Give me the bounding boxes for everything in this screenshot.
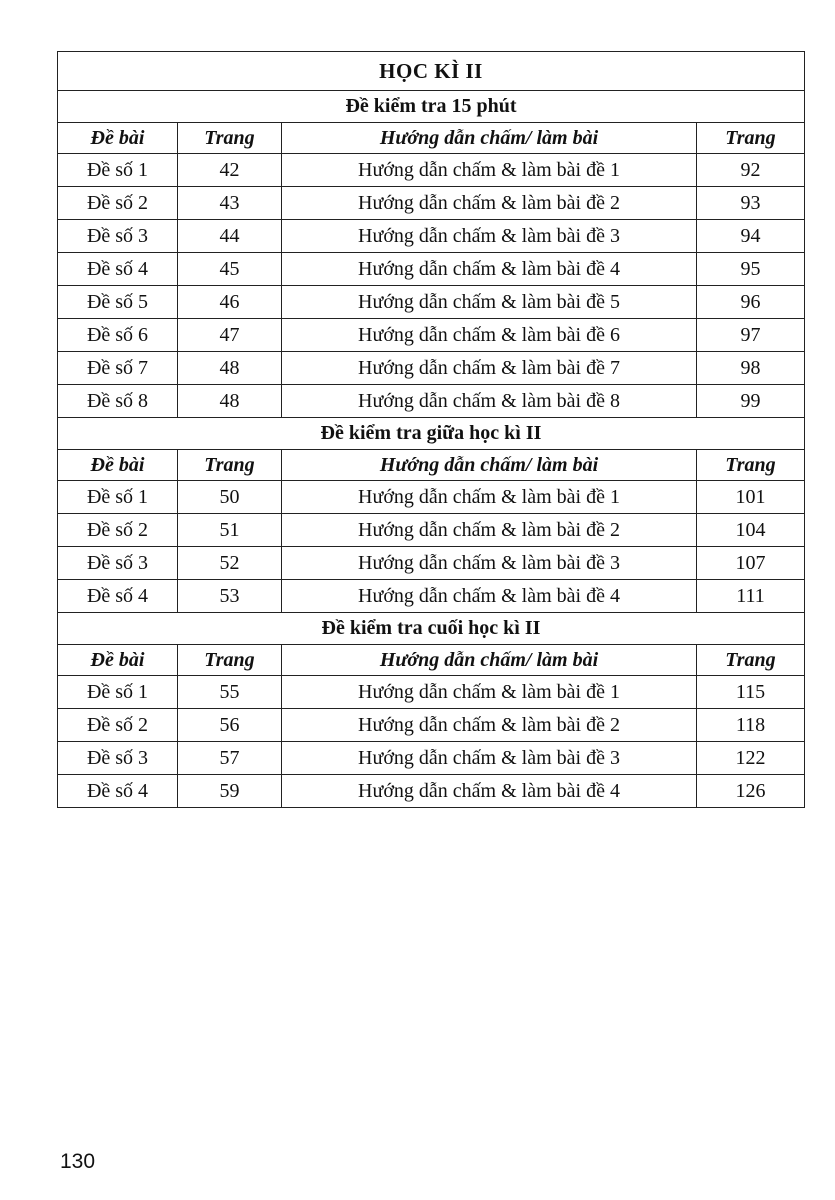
column-header-guide-name: Hướng dẫn chấm/ làm bài — [282, 123, 697, 154]
cell-exam-name: Đề số 5 — [58, 286, 178, 319]
table-row — [58, 154, 805, 187]
cell-guide-page: 107 — [697, 547, 805, 580]
page-number: 130 — [60, 1150, 96, 1173]
cell-guide-name: Hướng dẫn chấm & làm bài đề 3 — [282, 547, 697, 580]
cell-exam-page: 44 — [178, 220, 282, 253]
cell-exam-name: Đề số 3 — [58, 742, 178, 775]
cell-exam-page: 45 — [178, 253, 282, 286]
cell-exam-name: Đề số 4 — [58, 775, 178, 808]
table-row — [58, 709, 805, 742]
cell-exam-name: Đề số 4 — [58, 253, 178, 286]
section-heading: Đề kiểm tra 15 phút — [58, 91, 805, 123]
cell-exam-page: 55 — [178, 676, 282, 709]
cell-guide-page: 122 — [697, 742, 805, 775]
cell-guide-name: Hướng dẫn chấm & làm bài đề 3 — [282, 742, 697, 775]
cell-guide-name: Hướng dẫn chấm & làm bài đề 4 — [282, 253, 697, 286]
table-row — [58, 187, 805, 220]
table-of-contents — [57, 51, 805, 808]
cell-guide-name: Hướng dẫn chấm & làm bài đề 3 — [282, 220, 697, 253]
cell-guide-page: 97 — [697, 319, 805, 352]
cell-guide-name: Hướng dẫn chấm & làm bài đề 7 — [282, 352, 697, 385]
cell-guide-page: 95 — [697, 253, 805, 286]
cell-guide-name: Hướng dẫn chấm & làm bài đề 2 — [282, 709, 697, 742]
section-heading-row — [58, 418, 805, 450]
cell-guide-name: Hướng dẫn chấm & làm bài đề 2 — [282, 187, 697, 220]
column-header-row — [58, 450, 805, 481]
column-header-exam-name: Đề bài — [58, 450, 178, 481]
column-header-exam-name: Đề bài — [58, 645, 178, 676]
cell-exam-name: Đề số 1 — [58, 154, 178, 187]
table-row — [58, 547, 805, 580]
cell-guide-page: 104 — [697, 514, 805, 547]
column-header-row — [58, 123, 805, 154]
section-heading: Đề kiểm tra giữa học kì II — [58, 418, 805, 450]
column-header-exam-page: Trang — [178, 123, 282, 154]
cell-exam-page: 50 — [178, 481, 282, 514]
column-header-row — [58, 645, 805, 676]
column-header-exam-page: Trang — [178, 450, 282, 481]
cell-guide-page: 94 — [697, 220, 805, 253]
table-row — [58, 253, 805, 286]
cell-exam-name: Đề số 6 — [58, 319, 178, 352]
cell-exam-page: 48 — [178, 385, 282, 418]
cell-guide-name: Hướng dẫn chấm & làm bài đề 1 — [282, 481, 697, 514]
cell-exam-page: 59 — [178, 775, 282, 808]
table-row — [58, 385, 805, 418]
cell-exam-name: Đề số 2 — [58, 514, 178, 547]
cell-exam-name: Đề số 2 — [58, 187, 178, 220]
table-row — [58, 514, 805, 547]
cell-exam-page: 52 — [178, 547, 282, 580]
cell-exam-name: Đề số 7 — [58, 352, 178, 385]
cell-guide-page: 115 — [697, 676, 805, 709]
cell-guide-page: 101 — [697, 481, 805, 514]
column-header-guide-page: Trang — [697, 645, 805, 676]
cell-exam-name: Đề số 3 — [58, 220, 178, 253]
table-row — [58, 220, 805, 253]
cell-exam-name: Đề số 2 — [58, 709, 178, 742]
column-header-guide-page: Trang — [697, 450, 805, 481]
table-row — [58, 775, 805, 808]
cell-guide-page: 111 — [697, 580, 805, 613]
cell-guide-page: 118 — [697, 709, 805, 742]
cell-guide-name: Hướng dẫn chấm & làm bài đề 5 — [282, 286, 697, 319]
cell-exam-page: 43 — [178, 187, 282, 220]
table-row — [58, 286, 805, 319]
cell-guide-name: Hướng dẫn chấm & làm bài đề 4 — [282, 580, 697, 613]
table-row — [58, 319, 805, 352]
cell-exam-name: Đề số 1 — [58, 676, 178, 709]
cell-guide-page: 93 — [697, 187, 805, 220]
section-heading-row — [58, 613, 805, 645]
column-header-guide-page: Trang — [697, 123, 805, 154]
table-row — [58, 676, 805, 709]
cell-exam-name: Đề số 4 — [58, 580, 178, 613]
cell-exam-page: 51 — [178, 514, 282, 547]
cell-exam-page: 56 — [178, 709, 282, 742]
cell-exam-page: 46 — [178, 286, 282, 319]
cell-guide-page: 99 — [697, 385, 805, 418]
section-heading-row — [58, 91, 805, 123]
table-row — [58, 352, 805, 385]
cell-exam-page: 47 — [178, 319, 282, 352]
column-header-exam-page: Trang — [178, 645, 282, 676]
cell-guide-name: Hướng dẫn chấm & làm bài đề 1 — [282, 154, 697, 187]
page-title: HỌC KÌ II — [58, 52, 805, 91]
cell-guide-name: Hướng dẫn chấm & làm bài đề 6 — [282, 319, 697, 352]
cell-exam-page: 42 — [178, 154, 282, 187]
column-header-exam-name: Đề bài — [58, 123, 178, 154]
cell-guide-page: 92 — [697, 154, 805, 187]
title-row — [58, 52, 805, 91]
cell-exam-page: 57 — [178, 742, 282, 775]
cell-guide-name: Hướng dẫn chấm & làm bài đề 8 — [282, 385, 697, 418]
cell-guide-name: Hướng dẫn chấm & làm bài đề 1 — [282, 676, 697, 709]
cell-exam-name: Đề số 1 — [58, 481, 178, 514]
table-body — [58, 52, 805, 808]
table-row — [58, 580, 805, 613]
table-row — [58, 742, 805, 775]
cell-exam-page: 48 — [178, 352, 282, 385]
cell-guide-name: Hướng dẫn chấm & làm bài đề 4 — [282, 775, 697, 808]
section-heading: Đề kiểm tra cuối học kì II — [58, 613, 805, 645]
cell-guide-name: Hướng dẫn chấm & làm bài đề 2 — [282, 514, 697, 547]
cell-guide-page: 96 — [697, 286, 805, 319]
cell-exam-name: Đề số 3 — [58, 547, 178, 580]
column-header-guide-name: Hướng dẫn chấm/ làm bài — [282, 645, 697, 676]
cell-guide-page: 126 — [697, 775, 805, 808]
table-row — [58, 481, 805, 514]
cell-guide-page: 98 — [697, 352, 805, 385]
cell-exam-page: 53 — [178, 580, 282, 613]
column-header-guide-name: Hướng dẫn chấm/ làm bài — [282, 450, 697, 481]
cell-exam-name: Đề số 8 — [58, 385, 178, 418]
